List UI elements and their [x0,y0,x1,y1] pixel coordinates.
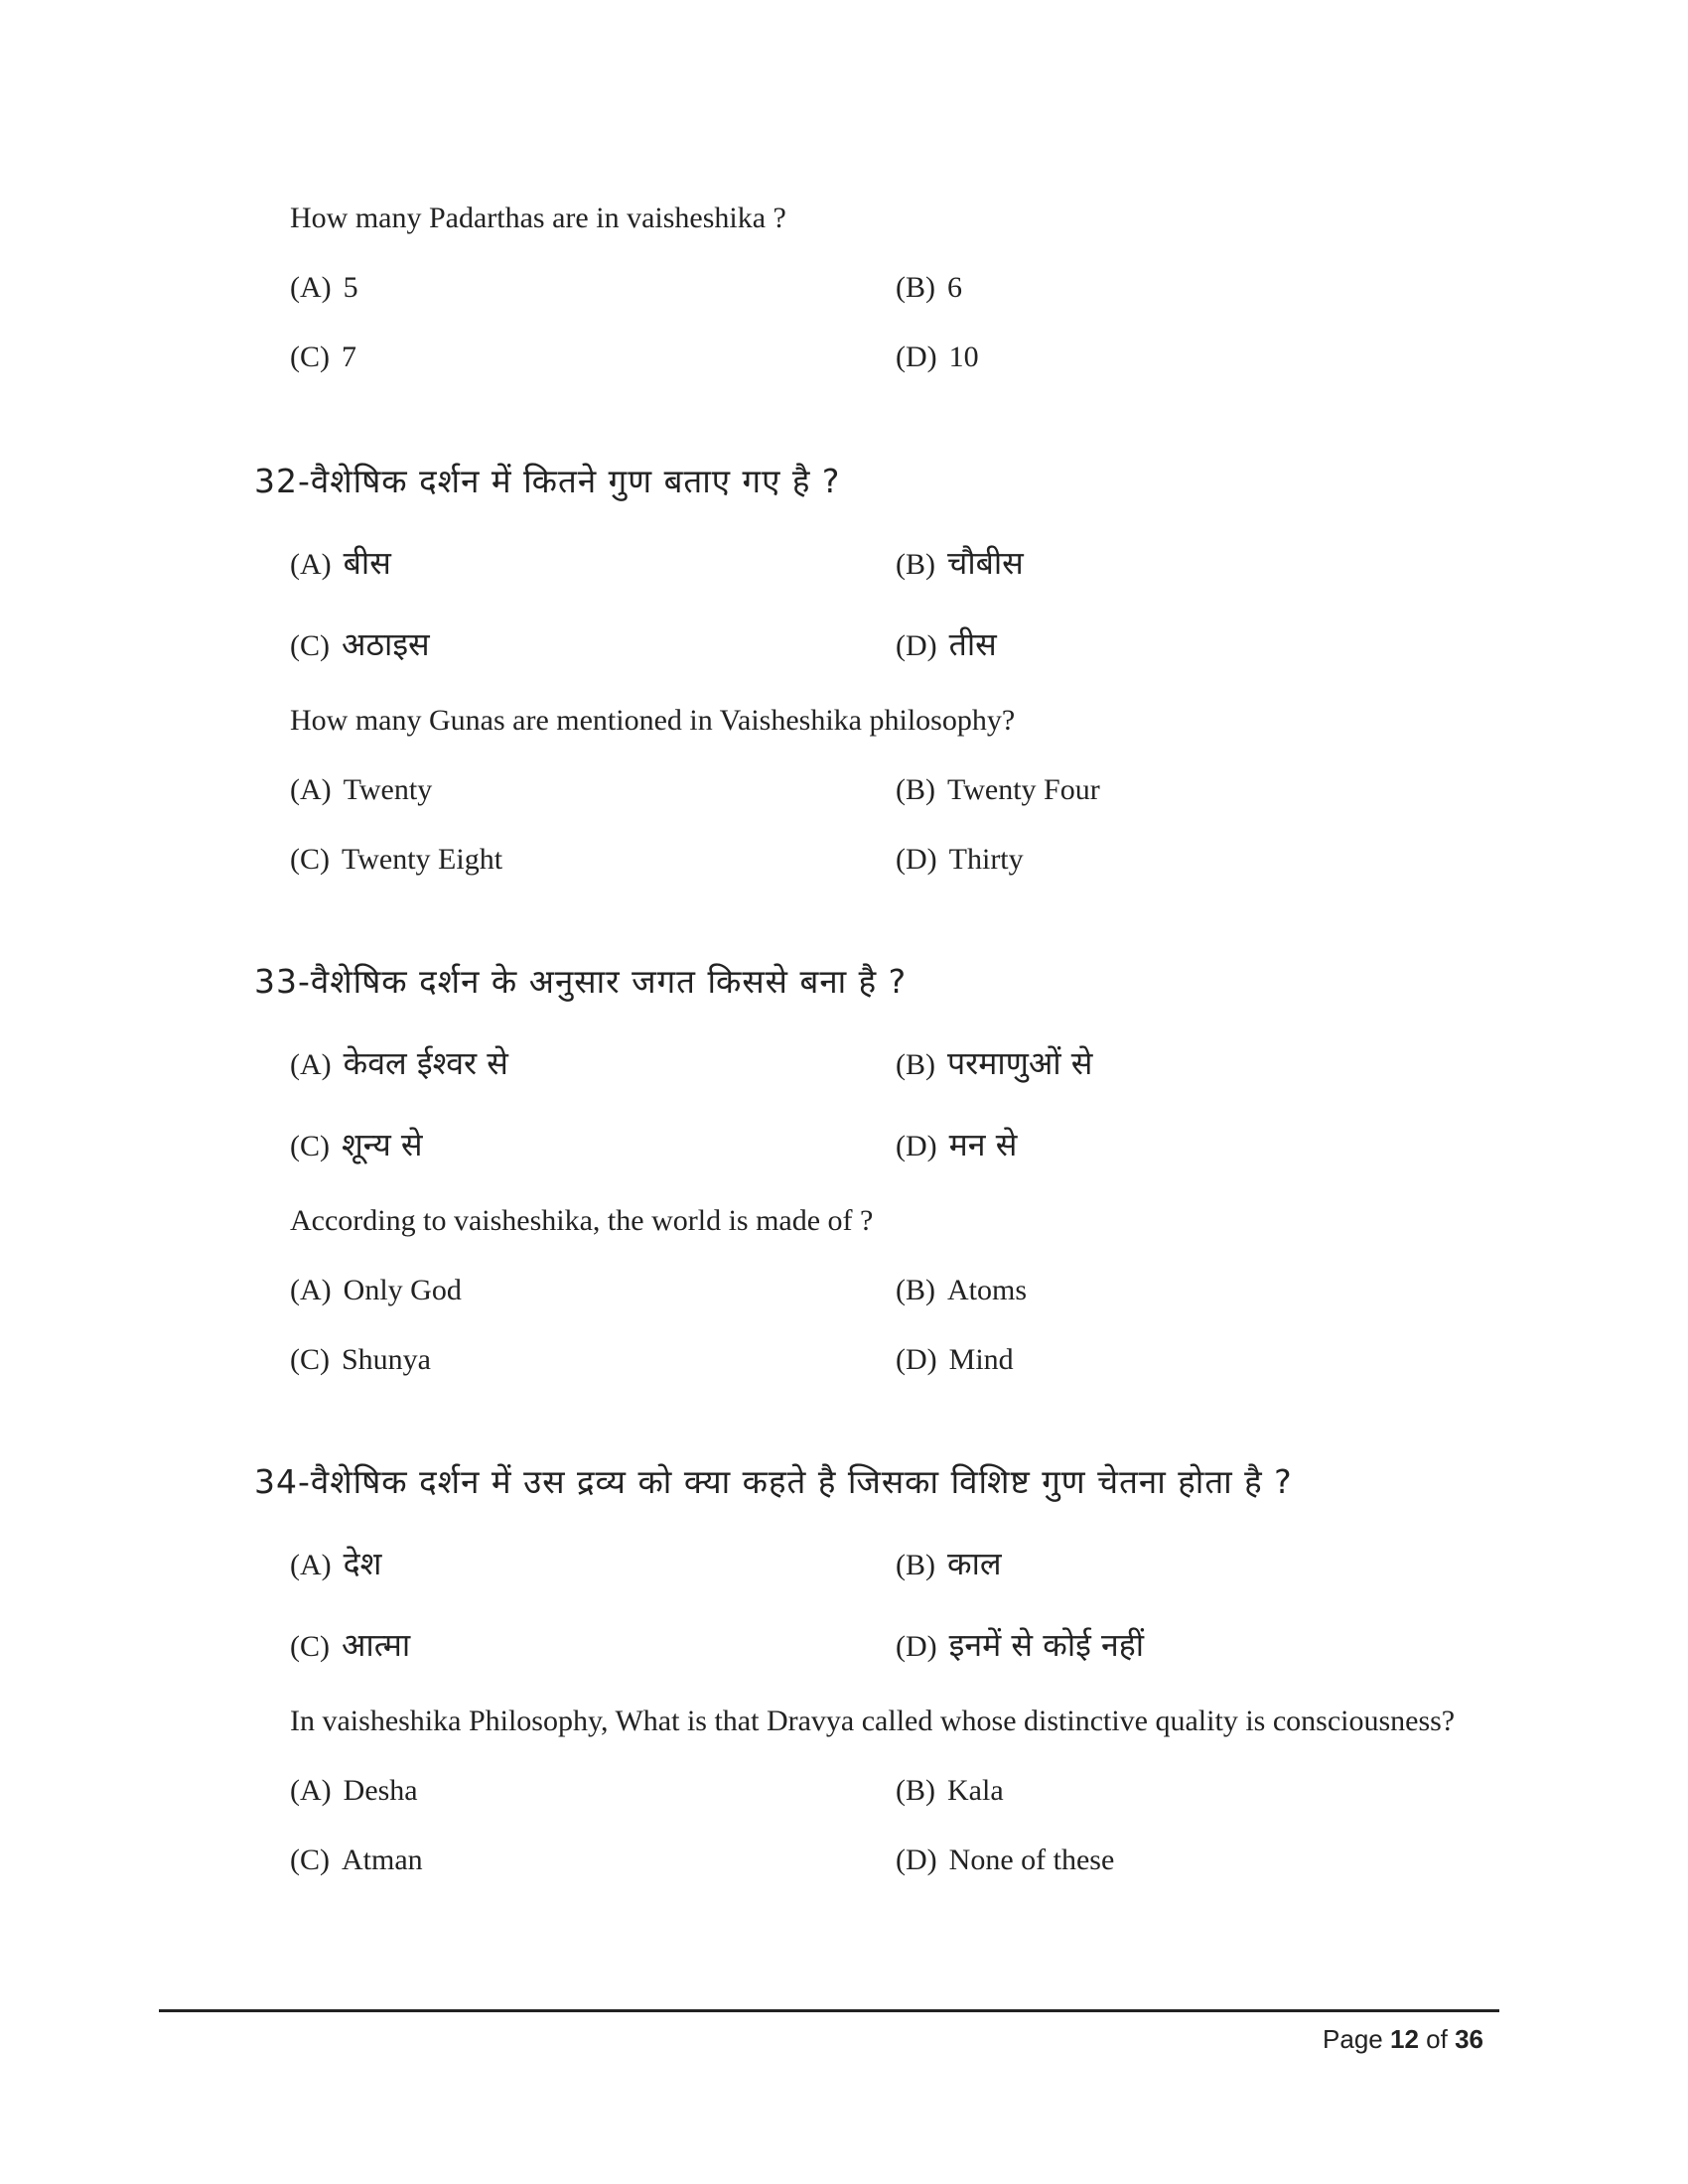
option-d [896,1122,1017,1169]
option-text: 7 [342,341,356,373]
option-letter: (A) [290,773,332,806]
current-page-number: 12 [1390,2024,1419,2054]
option-text: बीस [343,544,391,582]
option-text: Only God [343,1274,462,1306]
option-letter: (B) [896,1274,935,1306]
option-b [896,540,1024,588]
total-page-count: 36 [1455,2024,1483,2054]
question-text-hi: 34-वैशेषिक दर्शन में उस द्रव्य को क्या कहते है जिसका विशिष्ट गुण चेतना होता है ? [254,1462,1293,1501]
option-text: 5 [343,271,358,304]
option-d [896,621,997,669]
option-a [290,1040,508,1088]
option-letter: (D) [896,843,937,876]
option-letter: (C) [290,1130,330,1162]
page-word: Page [1323,2024,1383,2054]
question-text-en: How many Gunas are mentioned in Vaisheshika philosophy? [290,704,1016,737]
option-text: मन से [948,1126,1018,1163]
option-letter: (C) [290,1843,330,1876]
of-word: of [1426,2024,1448,2054]
option-b [896,1541,1002,1588]
option-letter: (D) [896,629,937,662]
option-c [290,338,356,377]
question-text-hi: 32-वैशेषिक दर्शन में कितने गुण बताए गए है ? [254,462,841,500]
option-a [290,1771,418,1811]
option-a [290,268,358,308]
option-c [290,621,430,669]
option-text: परमाणुओं से [947,1044,1093,1082]
option-text: Atman [342,1843,423,1876]
option-text: देश [343,1545,382,1582]
option-letter: (B) [896,1048,935,1081]
option-letter: (D) [896,1843,937,1876]
option-a [290,540,391,588]
option-letter: (A) [290,271,332,304]
option-text: Atoms [947,1274,1028,1306]
option-text: आत्मा [342,1626,411,1664]
option-a [290,770,432,810]
option-c [290,1622,410,1670]
option-c [290,1122,423,1169]
option-letter: (B) [896,271,935,304]
option-b [896,1271,1027,1310]
question-text-hi: 33-वैशेषिक दर्शन के अनुसार जगत किससे बना है ? [254,962,908,1001]
option-text: Kala [947,1774,1004,1807]
page-number-footer [1323,2021,1483,2057]
option-b [896,1040,1092,1088]
question-text-en: How many Padarthas are in vaisheshika ? [290,202,786,234]
option-letter: (C) [290,843,330,876]
option-d [896,338,979,377]
option-letter: (A) [290,548,332,581]
option-text: शून्य से [342,1126,423,1163]
option-letter: (A) [290,1274,332,1306]
option-text: अठाइस [342,625,430,663]
option-d [896,1340,1014,1380]
question-text-en: In vaisheshika Philosophy, What is that Dravya called whose distinctive quality is consciousness? [290,1705,1456,1737]
option-letter: (B) [896,1774,935,1807]
option-letter: (B) [896,548,935,581]
option-text: 6 [947,271,962,304]
option-d [896,1622,1144,1670]
option-letter: (D) [896,341,937,373]
option-text: Twenty [343,773,433,806]
option-letter: (B) [896,1549,935,1581]
option-letter: (D) [896,1343,937,1376]
option-text: Shunya [342,1343,431,1376]
option-b [896,1771,1004,1811]
option-a [290,1271,462,1310]
option-text: Desha [343,1774,418,1807]
option-text: Thirty [948,843,1024,876]
option-text: इनमें से कोई नहीं [948,1626,1145,1664]
option-a [290,1541,381,1588]
option-c [290,840,502,880]
option-text: तीस [948,625,997,663]
option-d [896,840,1024,880]
option-b [896,268,962,308]
option-letter: (D) [896,1630,937,1663]
option-text: काल [947,1545,1002,1582]
option-c [290,1841,423,1880]
option-text: Mind [948,1343,1014,1376]
option-letter: (C) [290,629,330,662]
option-letter: (A) [290,1774,332,1807]
option-text: 10 [948,341,979,373]
option-text: केवल ईश्वर से [343,1044,508,1082]
option-letter: (A) [290,1048,332,1081]
option-letter: (C) [290,341,330,373]
option-letter: (D) [896,1130,937,1162]
option-text: Twenty Four [947,773,1100,806]
option-text: चौबीस [947,544,1024,582]
option-letter: (C) [290,1343,330,1376]
option-text: None of these [948,1843,1115,1876]
footer-divider [159,2009,1499,2012]
option-text: Twenty Eight [342,843,503,876]
option-d [896,1841,1114,1880]
option-letter: (A) [290,1549,332,1581]
question-text-en: According to vaisheshika, the world is made of ? [290,1204,874,1237]
option-letter: (C) [290,1630,330,1663]
option-letter: (B) [896,773,935,806]
option-c [290,1340,431,1380]
option-b [896,770,1100,810]
